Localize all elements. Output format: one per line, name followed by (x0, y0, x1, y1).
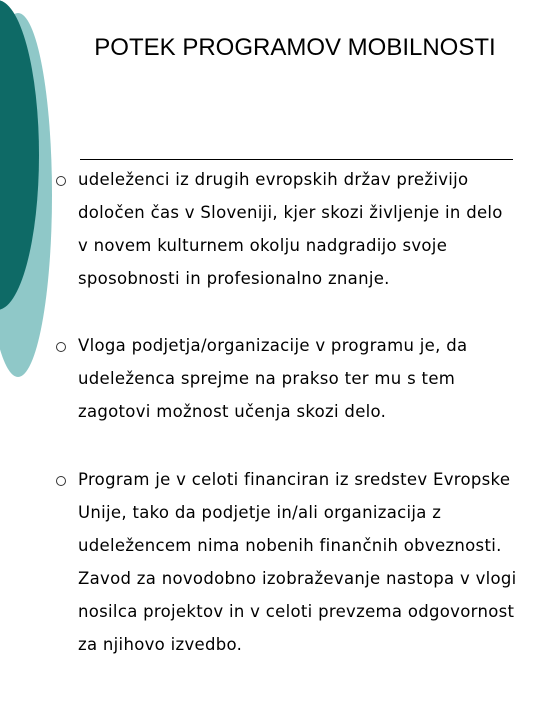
bullet-text: Vloga podjetja/organizacije v programu je, da udeleženca sprejme na prakso ter mu s tem zagotovi možnost učenja skozi delo. (78, 336, 468, 421)
bullet-circle-icon (56, 176, 66, 186)
bullet-text: udeleženci iz drugih evropskih držav preživijo določen čas v Sloveniji, kjer skozi življenje in delo v novem kulturnem okolju nadgradijo svoje sposobnosti in profesionalno znanje. (78, 170, 503, 288)
bullet-circle-icon (56, 342, 66, 352)
bullet-text: Program je v celoti financiran iz sredstev Evropske Unije, tako da podjetje in/ali organizacija z udeležencem nima nobenih finančnih obveznosti. Zavod za novodobno izobraževanje nastopa v vlogi nosilca projektov in v celoti prevzema odgovornost za njihovo izvedbo. (78, 470, 517, 654)
slide-title: POTEK PROGRAMOV MOBILNOSTI (94, 34, 496, 61)
bullet-circle-icon (56, 476, 66, 486)
